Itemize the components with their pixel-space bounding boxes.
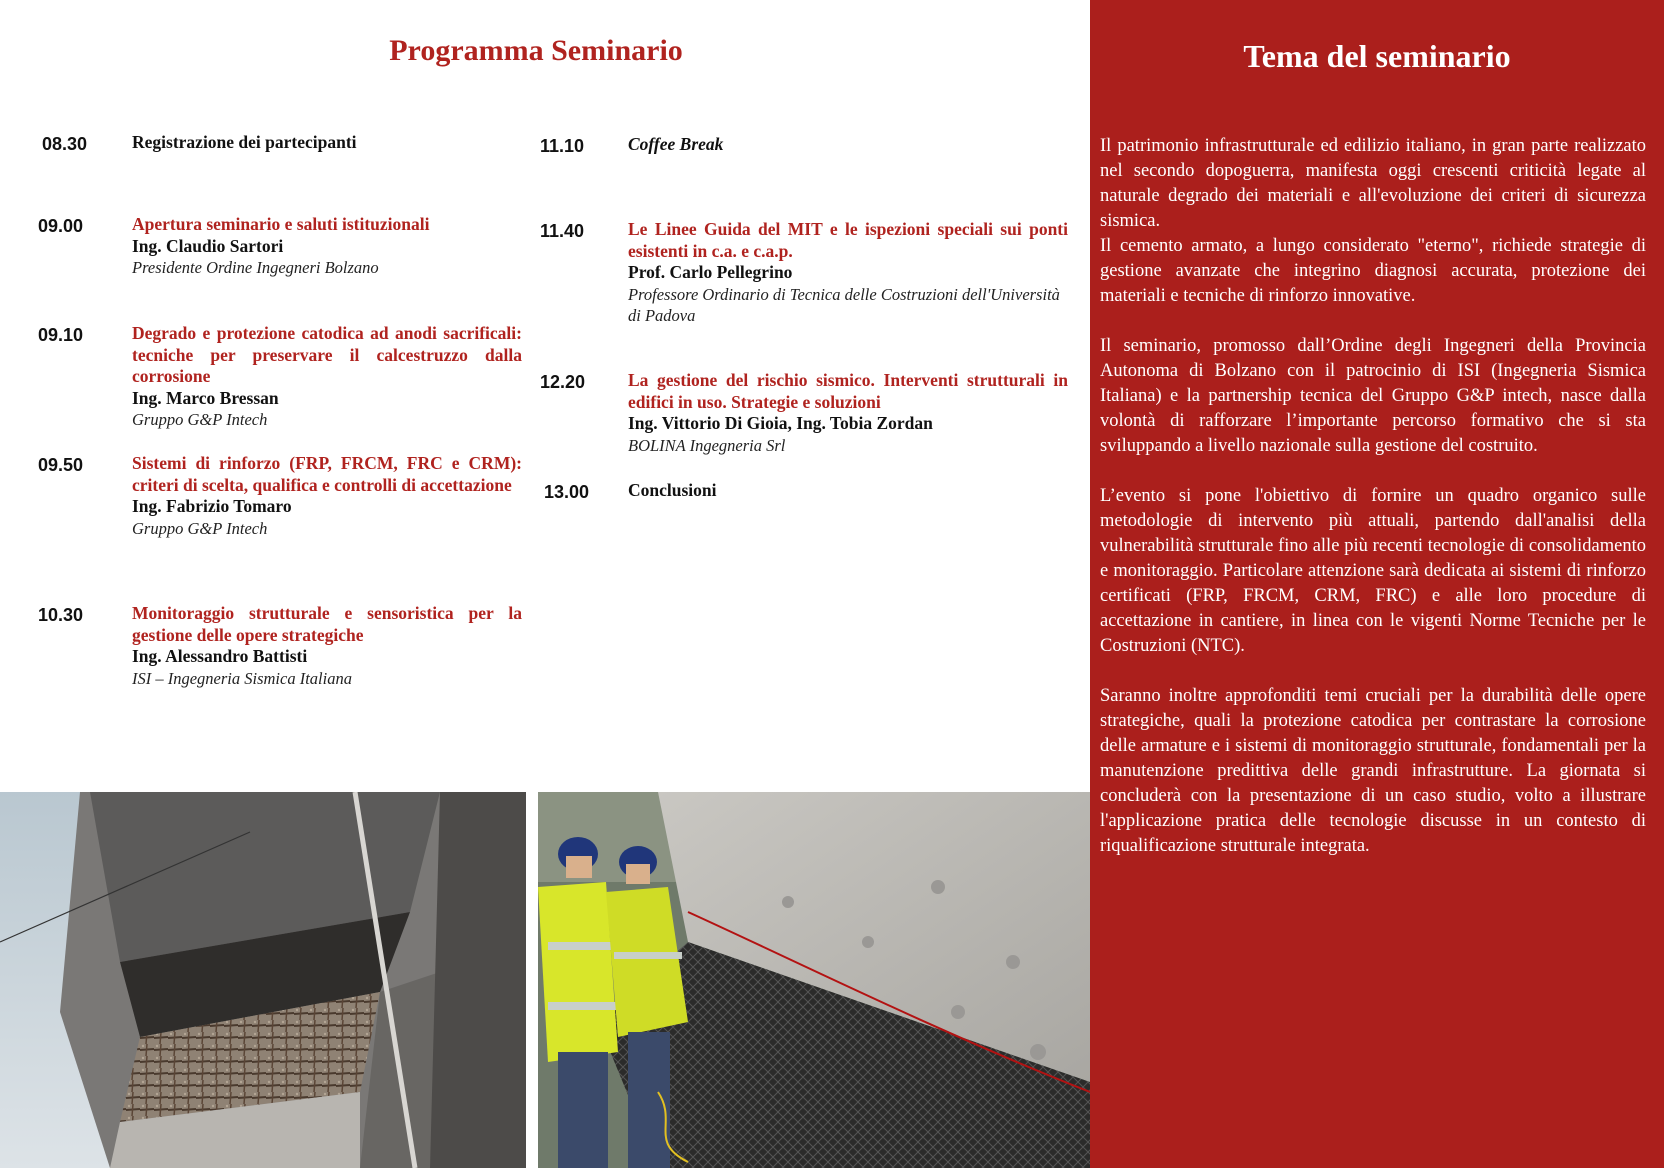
photo-degraded-bridge-pier xyxy=(0,792,526,1168)
entry-speaker: Ing. Claudio Sartori xyxy=(132,235,284,256)
tema-title: Tema del seminario xyxy=(1243,38,1511,74)
entry-speaker: Prof. Carlo Pellegrino xyxy=(628,262,793,282)
entry-affiliation: BOLINA Ingegneria Srl xyxy=(628,435,786,455)
entry-time: 11.40 xyxy=(540,221,585,241)
entry-title: Sistemi di rinforzo (FRP, FRCM, FRC e CRM): criteri di scelta, qualifica e controlli di accettazione xyxy=(132,453,522,495)
entry-time: 13.00 xyxy=(544,482,590,502)
entry-affiliation: Professore Ordinario di Tecnica delle Costruzioni dell'Università di Padova xyxy=(628,284,1060,325)
entry-time: 09.50 xyxy=(38,455,84,475)
tema-paragraph: Il patrimonio infrastrutturale ed edilizio italiano, in gran parte realizzato nel secondo dopoguerra, manifesta oggi crescenti criticità legate al naturale degrado dei materiali e all'evoluzione dei criteri di sicurezza sismica. xyxy=(1100,136,1646,231)
entry-speaker: Ing. Fabrizio Tomaro xyxy=(132,496,292,516)
entry-title: Coffee Break xyxy=(628,134,724,154)
entry-speaker: Ing. Marco Bressan xyxy=(132,387,279,408)
entry-affiliation: ISI – Ingegneria Sismica Italiana xyxy=(132,668,352,688)
tema-paragraph: Il cemento armato, a lungo considerato "eterno", richiede strategie di gestione avanzate che integrino diagnosi accurata, protezione dei materiali e tecniche di rinforzo innovative. xyxy=(1100,236,1646,306)
entry-title: Monitoraggio strutturale e sensoristica per la gestione delle opere strategiche xyxy=(132,603,522,645)
tema-panel xyxy=(1090,0,1664,1168)
entry-time: 12.20 xyxy=(540,372,586,392)
entry-speaker: Ing. Vittorio Di Gioia, Ing. Tobia Zordan xyxy=(628,413,933,433)
entry-time: 10.30 xyxy=(38,605,84,625)
tema-paragraph: Saranno inoltre approfonditi temi cruciali per la durabilità delle opere strategiche, quali la protezione catodica per contrastare la corrosione delle armature e i sistemi di monitoraggio strutturale, fondamentali per la manutenzione predittiva delle grandi infrastrutture. La giornata si concluderà con la presentazione di un caso studio, volto a illustrare l'applicazione pratica delle tecnologie discusse in un contesto di riqualificazione strutturale integrata. xyxy=(1100,686,1646,856)
entry-title: Registrazione dei partecipanti xyxy=(132,132,357,152)
entry-affiliation: Presidente Ordine Ingegneri Bolzano xyxy=(132,258,379,277)
entry-speaker: Ing. Alessandro Battisti xyxy=(132,646,308,666)
entry-time: 08.30 xyxy=(42,134,88,154)
tema-body xyxy=(1100,134,1646,859)
entry-time: 09.10 xyxy=(38,325,84,345)
entry-title: Conclusioni xyxy=(628,480,717,500)
programma-title: Programma Seminario xyxy=(389,34,683,67)
entry-title: Degrado e protezione catodica ad anodi sacrificali: tecniche per preservare il calcestruzzo dalla corrosione xyxy=(132,323,522,386)
entry-time: 09.00 xyxy=(38,216,84,236)
tema-paragraph: Il seminario, promosso dall’Ordine degli Ingegneri della Provincia Autonoma di Bolzano con il patrocinio di ISI (Ingegneria Sismica Italiana) e la partnership tecnica del Gruppo G&P intech, nasce dalla volontà di rafforzare l’importante percorso formativo che si sta sviluppando a livello nazionale sulla gestione del costruito. xyxy=(1100,336,1646,456)
entry-title: La gestione del rischio sismico. Interventi strutturali in edifici in uso. Strategie e soluzioni xyxy=(628,370,1068,412)
entry-title: Le Linee Guida del MIT e le ispezioni speciali sui ponti esistenti in c.a. e c.a.p. xyxy=(628,219,1068,261)
entry-affiliation: Gruppo G&P Intech xyxy=(132,518,268,538)
entry-title: Apertura seminario e saluti istituzionali xyxy=(132,214,430,234)
photo-workers-monitoring xyxy=(538,792,1090,1168)
entry-time: 11.10 xyxy=(540,136,585,156)
entry-affiliation: Gruppo G&P Intech xyxy=(132,410,268,429)
tema-paragraph: L’evento si pone l'obiettivo di fornire un quadro organico sulle metodologie di intervento più attuali, partendo dall'analisi della vulnerabilità strutturale fino alle più recenti tecnologie di consolidamento e monitoraggio. Particolare attenzione sarà dedicata ai sistemi di rinforzo certificati (FRP, FRCM, CRM, FRC) e alle loro procedure di accettazione in cantiere, in linea con le vigenti Norme Tecniche per le Costruzioni (NTC). xyxy=(1100,486,1646,656)
